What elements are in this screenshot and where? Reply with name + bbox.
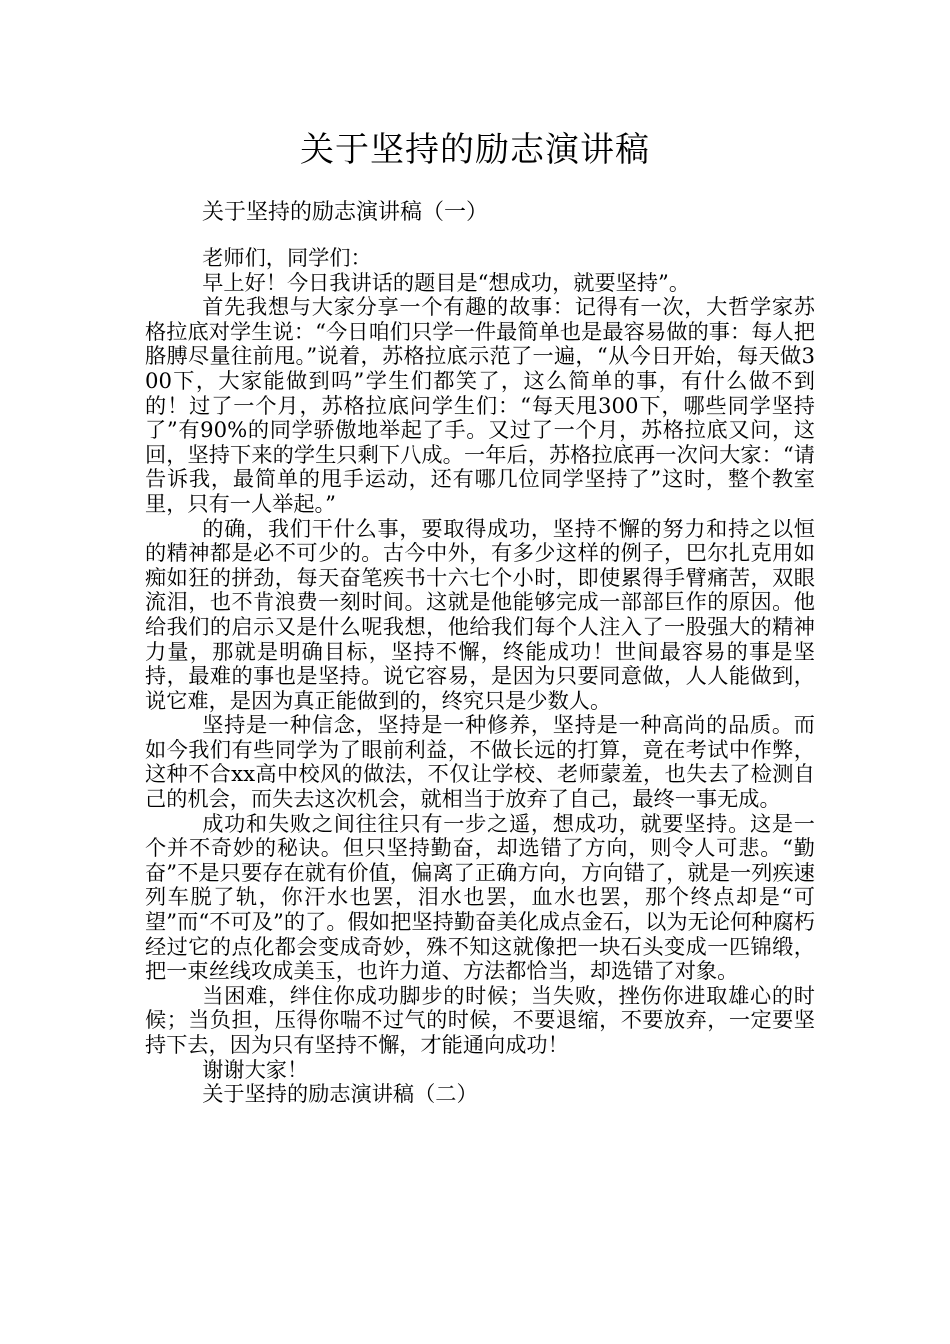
paragraph-balzac: 的确，我们干什么事，要取得成功，坚持不懈的努力和持之以恒的精神都是必不可少的。古今中外，有多少这样的例子，巴尔扎克用如痴如狂的拼劲，每天奋笔疾书十六七个小时，即使累得手臂痛苦，双眼流泪，也不肯浪费一刻时间。这就是他能够完成一部部巨作的原因。他给我们的启示又是什么呢我想，他给我们每个人注入了一股强大的精神力量，那就是明确目标，坚持不懈，终能成功！世间最容易的事是坚持，最难的事也是坚持。说它容易，是因为只要同意做，人人能做到，说它难，是因为真正能做到的，终究只是少数人。 [145,515,815,713]
document-body [145,246,815,1107]
paragraph-salutation: 老师们，同学们： [202,245,372,270]
paragraph-greeting: 早上好！今日我讲话的题目是“想成功，就要坚持”。 [202,269,691,295]
paragraph-thanks: 谢谢大家！ [202,1056,309,1082]
paragraph-story: 首先我想与大家分享一个有趣的故事：记得有一次，大哲学家苏格拉底对学生说：“今日咱们只学一件最简单也是最容易做的事：每人把胳膊尽量往前甩。”说着，苏格拉底示范了一遍，“从今日开始，每天做300下，大家能做到吗”学生们都笑了，这么简单的事，有什么做不到的！过了一个月，苏格拉底问学生们：“每天甩300下，哪些同学坚持了”有90%的同学骄傲地举起了手。又过了一个月，苏格拉底又问，这回，坚持下来的学生只剩下八成。一年后，苏格拉底再一次问大家：“请告诉我，最简单的甩手运动，还有哪几位同学坚持了”这时，整个教室里，只有一人举起。” [145,294,815,516]
section-heading-1: 关于坚持的励志演讲稿（一） [202,200,489,225]
paragraph-belief: 坚持是一种信念，坚持是一种修养，坚持是一种高尚的品质。而如今我们有些同学为了眼前利益，不做长远的打算，竟在考试中作弊，这种不合xx高中校风的做法，不仅让学校、老师蒙羞，也失去了检测自己的机会，而失去这次机会，就相当于放弃了自己，最终一事无成。 [145,712,815,812]
section-heading-2: 关于坚持的励志演讲稿（二） [202,1081,478,1107]
paragraph-conclusion: 当困难，绊住你成功脚步的时候；当失败，挫伤你进取雄心的时候；当负担，压得你喘不过气的时候，不要退缩，不要放弃，一定要坚持下去，因为只有坚持不懈，才能通向成功！ [145,982,815,1057]
paragraph-direction: 成功和失败之间往往只有一步之遥，想成功，就要坚持。这是一个并不奇妙的秘诀。但只坚持勤奋，却选错了方向，则令人可悲。“勤奋”不是只要存在就有价值，偏离了正确方向，方向错了，就是一列疾速列车脱了轨，你汗水也罢，泪水也罢，血水也罢，那个终点却是“可望”而“不可及”的了。假如把坚持勤奋美化成点金石，以为无论何种腐朽经过它的点化都会变成奇妙，殊不知这就像把一块石头变成一匹锦缎，把一束丝线攻成美玉，也许力道、方法都恰当，却选错了对象。 [145,810,815,984]
document-title: 关于坚持的励志演讲稿 [300,130,650,170]
